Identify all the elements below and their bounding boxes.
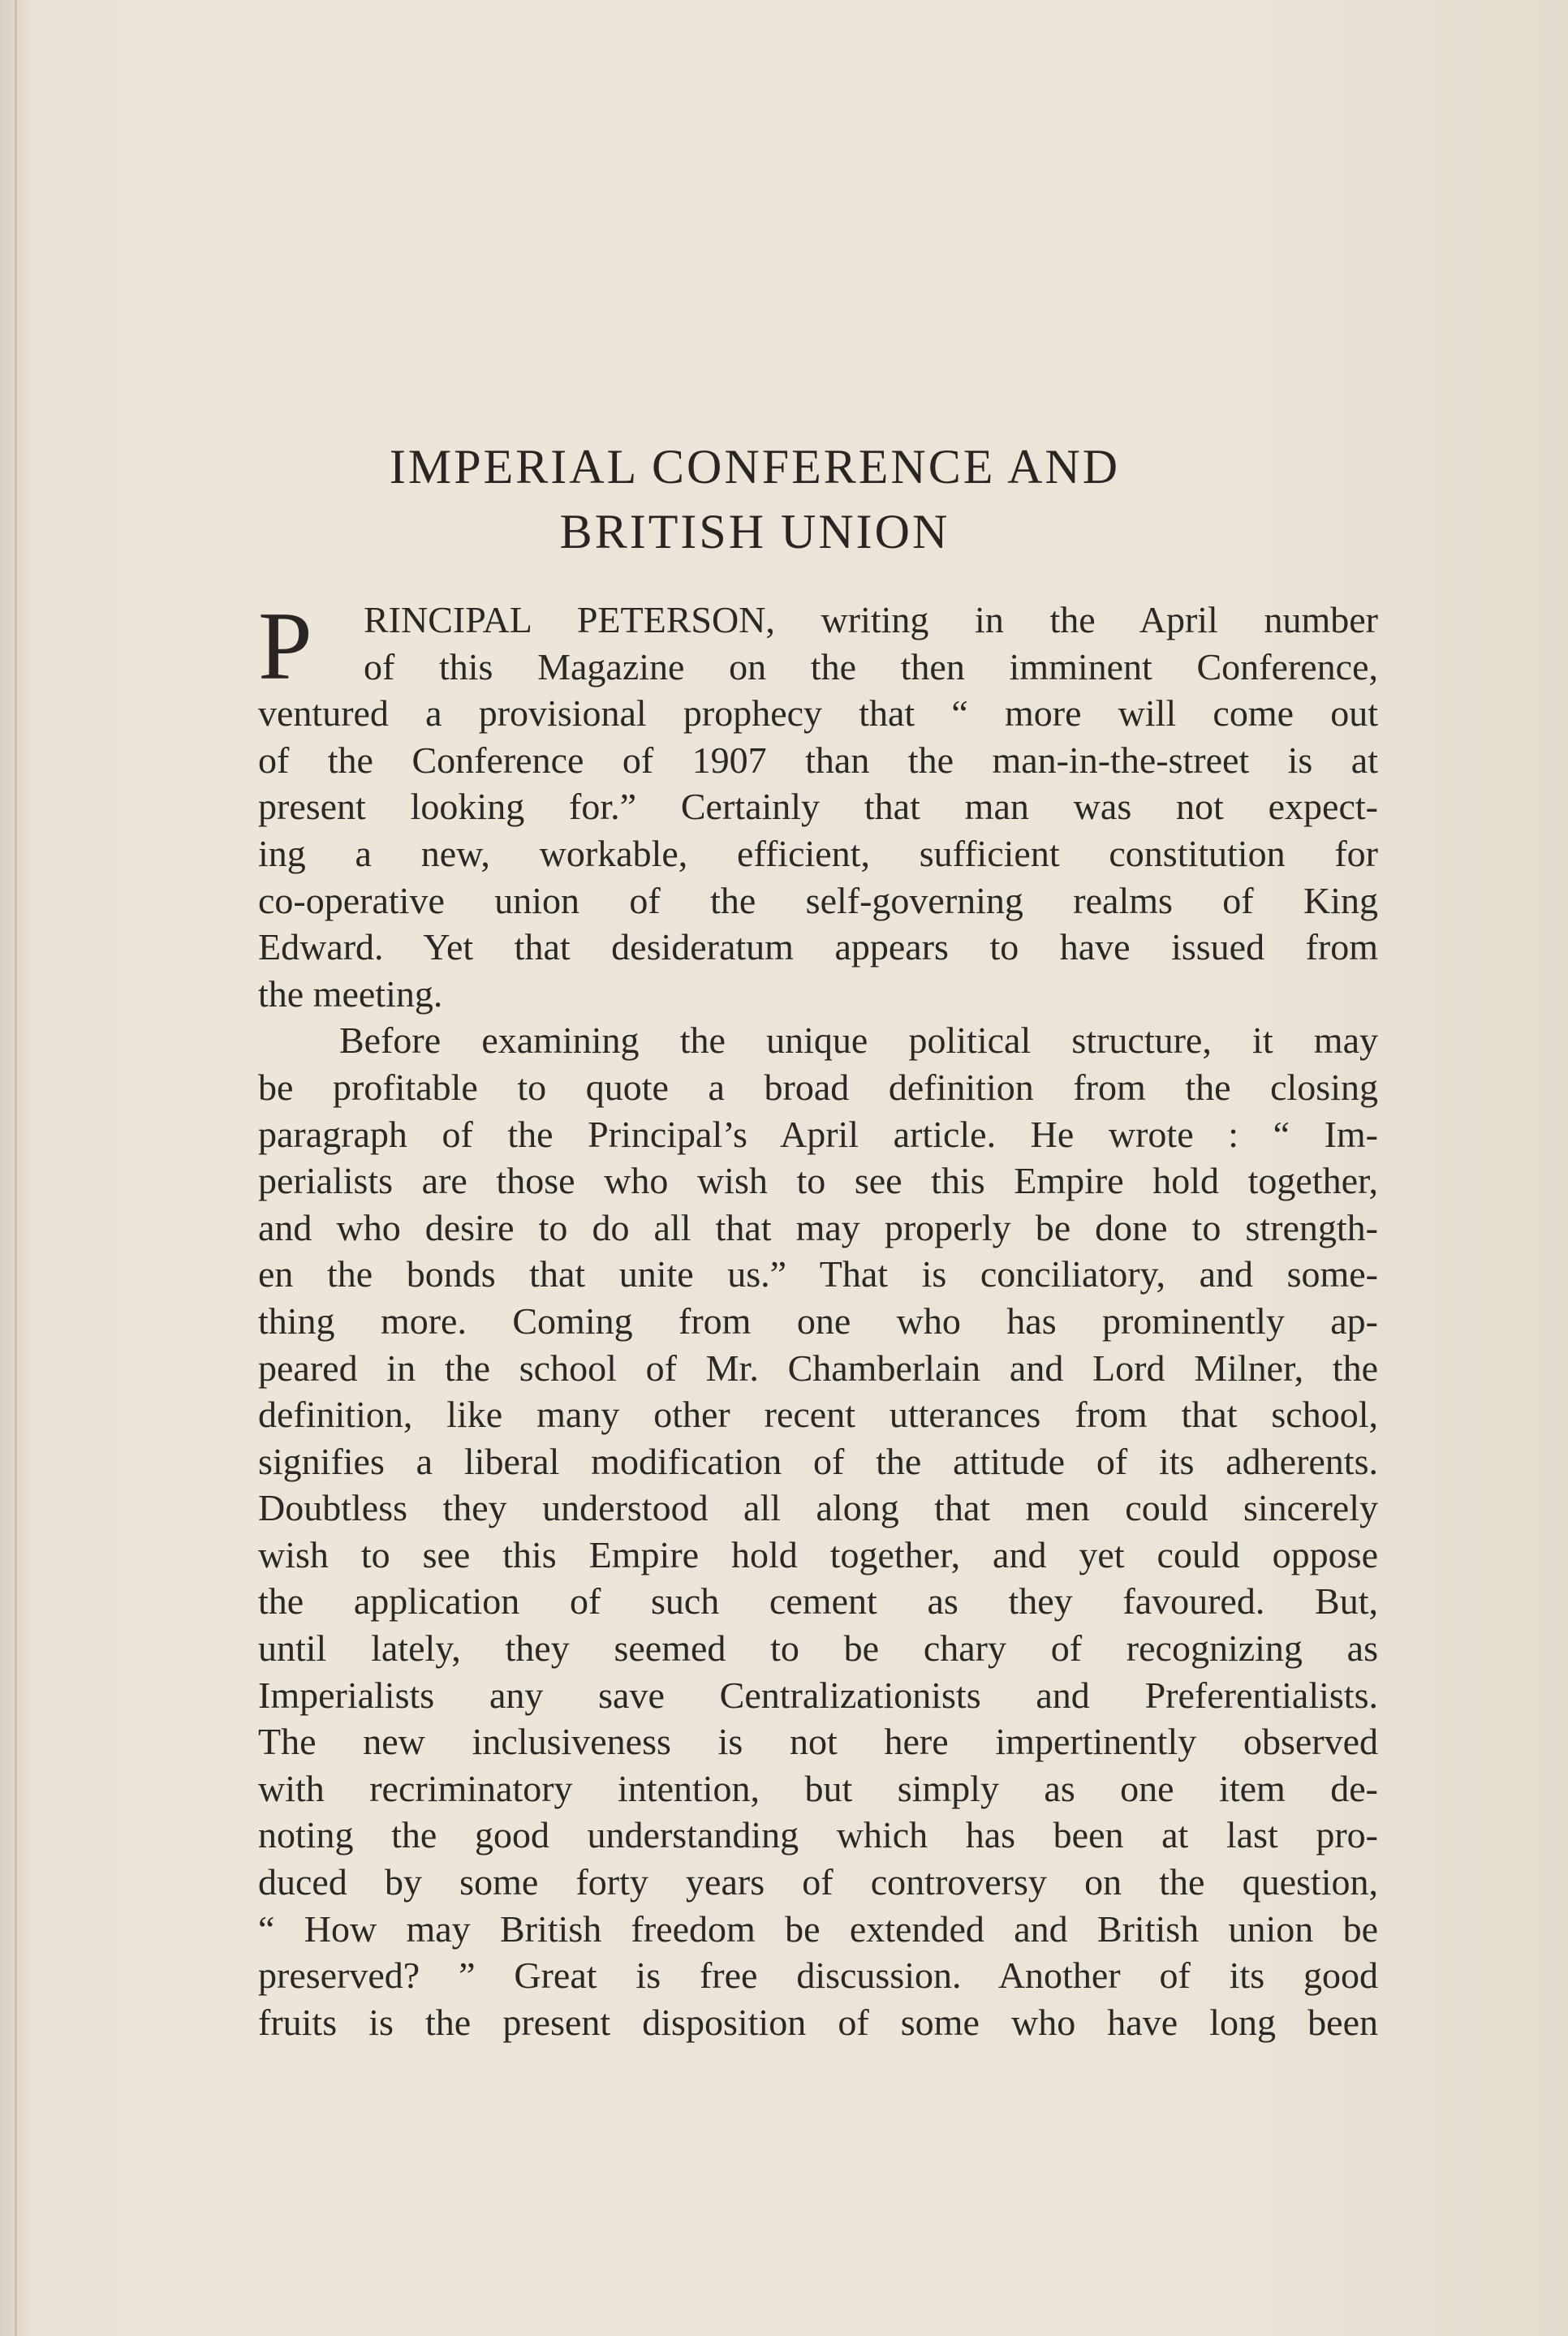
text-line: of the Conference of 1907 than the man-in-the-street is at <box>258 739 1378 781</box>
text-line: ing a new, workable, efficient, sufficient constitution for <box>258 832 1378 874</box>
text-line: The new inclusiveness is not here impertinently observed <box>258 1721 1378 1763</box>
text-line: definition, like many other recent utterances from that school, <box>258 1394 1378 1436</box>
text-line: noting the good understanding which has been at last pro- <box>258 1814 1378 1856</box>
text-line: thing more. Coming from one who has prominently ap- <box>258 1299 1378 1342</box>
text-line: of this Magazine on the then imminent Conference, <box>364 645 1378 687</box>
text-line: co-operative union of the self-governing realms of King <box>258 879 1378 921</box>
text-line: and who desire to do all that may properly be done to strength- <box>258 1206 1378 1248</box>
article-title <box>243 434 1266 564</box>
text-line: until lately, they seemed to be chary of recognizing as <box>258 1627 1378 1670</box>
text-line: the application of such cement as they favoured. But, <box>258 1580 1378 1623</box>
text-line: RINCIPAL PETERSON, writing in the April number <box>364 599 1378 640</box>
text-line: peared in the school of Mr. Chamberlain and Lord Milner, the <box>258 1347 1378 1389</box>
text-line: fruits is the present disposition of some who have long been <box>258 2001 1378 2043</box>
text-line: present looking for.” Certainly that man was not expect- <box>258 786 1378 828</box>
drop-cap: P <box>258 592 312 700</box>
text-line: preserved? ” Great is free discussion. Another of its good <box>258 1955 1378 1997</box>
text-line: en the bonds that unite us.” That is conciliatory, and some- <box>258 1253 1378 1295</box>
title-line-2: BRITISH UNION <box>559 505 950 558</box>
text-line: Doubtless they understood all along that men could sincerely <box>258 1487 1378 1529</box>
text-line: the meeting. <box>258 972 443 1015</box>
text-line: with recriminatory intention, but simply as one item de- <box>258 1767 1378 1809</box>
text-line: Edward. Yet that desideratum appears to have issued from <box>258 926 1378 968</box>
text-line: signifies a liberal modification of the attitude of its adherents. <box>258 1440 1378 1482</box>
binding-gutter <box>15 0 17 2336</box>
title-line-1: IMPERIAL CONFERENCE AND <box>389 440 1121 493</box>
text-line: wish to see this Empire hold together, and yet could oppose <box>258 1533 1378 1575</box>
text-line: duced by some forty years of controversy on the question, <box>258 1861 1378 1903</box>
text-line: Imperialists any save Centralizationists and Preferentialists. <box>258 1674 1378 1716</box>
text-line: be profitable to quote a broad definition from the closing <box>258 1066 1378 1108</box>
text-line: “ How may British freedom be extended and British union be <box>258 1907 1378 1950</box>
text-line: perialists are those who wish to see this Empire hold together, <box>258 1160 1378 1202</box>
text-line: paragraph of the Principal’s April article. He wrote : “ Im- <box>258 1113 1378 1155</box>
text-line: Before examining the unique political structure, it may <box>339 1019 1378 1062</box>
text-line: ventured a provisional prophecy that “ more will come out <box>258 692 1378 735</box>
article-body <box>258 592 1378 2045</box>
